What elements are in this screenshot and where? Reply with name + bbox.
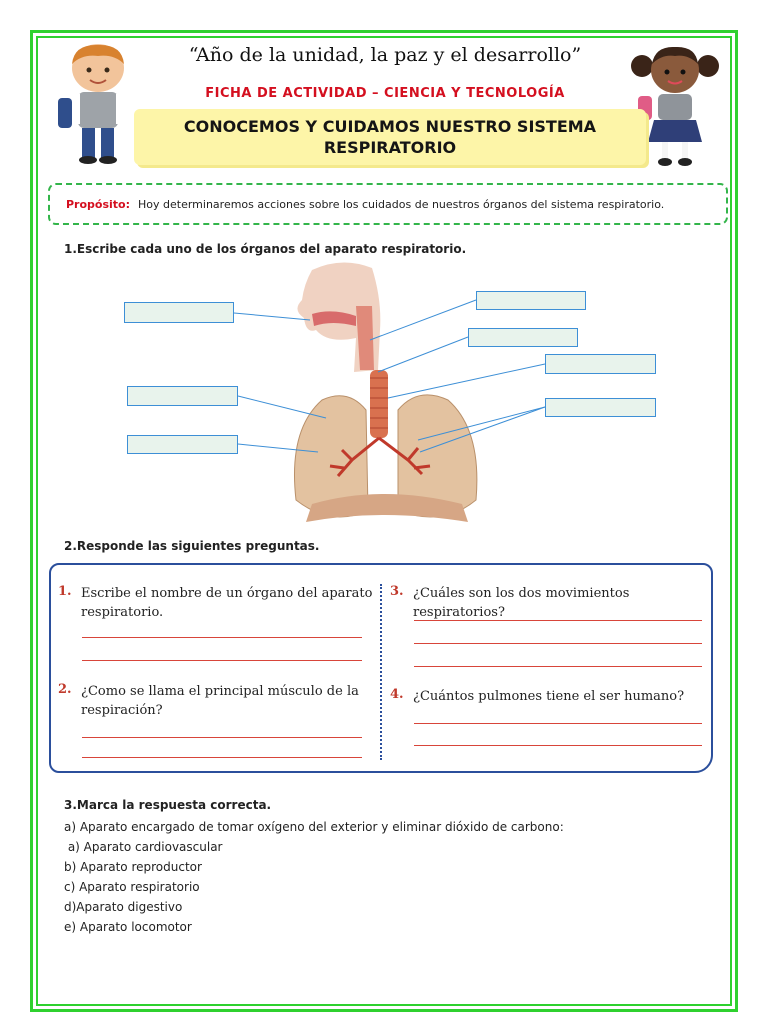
organ-label-box-4[interactable] xyxy=(545,354,656,374)
answer-line[interactable] xyxy=(82,660,362,661)
purpose-text: Hoy determinaremos acciones sobre los cuidados de nuestros órganos del sistema respiratorio. xyxy=(138,197,665,211)
question-4 xyxy=(390,687,708,706)
purpose-label: Propósito: xyxy=(66,197,131,211)
page-title: CONOCEMOS Y CUIDAMOS NUESTRO SISTEMA RESPIRATORIO xyxy=(183,117,597,157)
answer-line[interactable] xyxy=(82,637,362,638)
question-1-text: Escribe el nombre de un órgano del aparato respiratorio. xyxy=(81,586,373,620)
organ-label-box-6[interactable] xyxy=(545,398,656,417)
answer-line[interactable] xyxy=(414,620,702,621)
section2-heading: 2.Responde las siguientes preguntas. xyxy=(64,539,320,553)
option-a[interactable]: a) Aparato cardiovascular xyxy=(64,840,223,854)
organ-label-box-5[interactable] xyxy=(127,386,238,406)
answer-line[interactable] xyxy=(414,745,702,746)
question-4-number: 4. xyxy=(390,687,404,702)
answer-line[interactable] xyxy=(414,643,702,644)
organ-label-box-2[interactable] xyxy=(476,291,586,310)
option-e[interactable]: e) Aparato locomotor xyxy=(64,920,192,934)
motto-text: “Año de la unidad, la paz y el desarrollo” xyxy=(188,44,582,66)
question-1 xyxy=(58,584,374,622)
question-3 xyxy=(390,584,708,622)
option-b[interactable]: b) Aparato reproductor xyxy=(64,860,202,874)
question-1-number: 1. xyxy=(58,584,72,599)
organ-label-box-3[interactable] xyxy=(468,328,578,347)
ficha-title: FICHA DE ACTIVIDAD – CIENCIA Y TECNOLOGÍA xyxy=(205,86,565,101)
question-2-number: 2. xyxy=(58,682,72,697)
questions-divider xyxy=(380,584,382,760)
section1-heading: 1.Escribe cada uno de los órganos del aparato respiratorio. xyxy=(64,242,467,256)
question-4-text: ¿Cuántos pulmones tiene el ser humano? xyxy=(413,689,685,704)
organ-label-box-1[interactable] xyxy=(124,302,234,323)
organ-label-box-7[interactable] xyxy=(127,435,238,454)
question-2-text: ¿Como se llama el principal músculo de la respiración? xyxy=(81,684,359,718)
option-d[interactable]: d)Aparato digestivo xyxy=(64,900,183,914)
option-c[interactable]: c) Aparato respiratorio xyxy=(64,880,200,894)
answer-line[interactable] xyxy=(414,666,702,667)
section3-heading: 3.Marca la respuesta correcta. xyxy=(64,798,272,812)
question-2 xyxy=(58,682,374,720)
question-3-text: ¿Cuáles son los dos movimientos respiratorios? xyxy=(413,586,630,620)
answer-line[interactable] xyxy=(82,757,362,758)
answer-line[interactable] xyxy=(82,737,362,738)
question-3-number: 3. xyxy=(390,584,404,599)
answer-line[interactable] xyxy=(414,723,702,724)
section3-question: a) Aparato encargado de tomar oxígeno del exterior y eliminar dióxido de carbono: xyxy=(64,820,564,834)
